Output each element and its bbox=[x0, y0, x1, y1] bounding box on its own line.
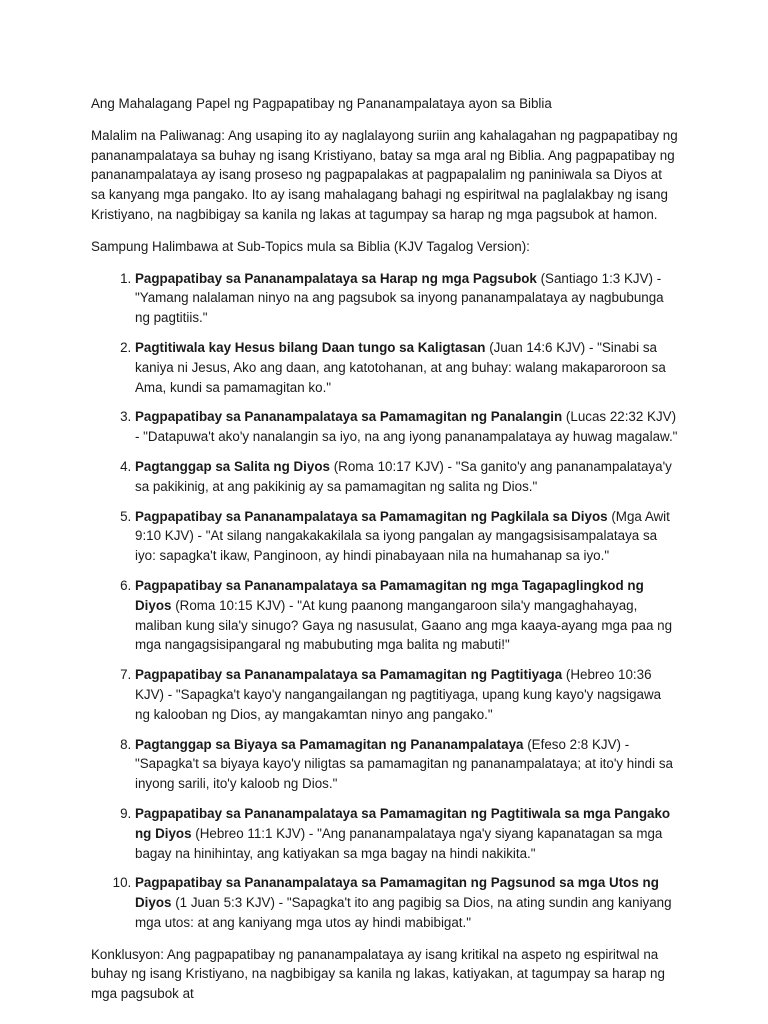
list-item bbox=[135, 269, 678, 328]
item-body: (Santiago 1:3 KJV) - "Yamang nalalaman ninyo na ang pagsubok sa inyong pananampalataya ay nagbubunga ng pagtitiis." bbox=[135, 270, 664, 326]
list-item bbox=[135, 804, 678, 863]
examples-list bbox=[91, 269, 678, 933]
list-item bbox=[135, 576, 678, 655]
item-title: Pagtanggap sa Salita ng Diyos bbox=[135, 458, 330, 474]
document-title: Ang Mahalagang Papel ng Pagpapatibay ng Pananampalataya ayon sa Biblia bbox=[91, 96, 552, 111]
item-title: Pagpapatibay sa Pananampalataya sa Pamamagitan ng Pagkilala sa Diyos bbox=[135, 508, 608, 524]
list-item bbox=[135, 665, 678, 724]
item-body: (Efeso 2:8 KJV) - "Sapagka't sa biyaya kayo'y niligtas sa pamamagitan ng pananampalataya; at ito'y hindi sa inyong sarili, ito'y kaloob ng Dios." bbox=[135, 736, 673, 792]
item-body: (Hebreo 10:36 KJV) - "Sapagka't kayo'y nangangailangan ng pagtitiyaga, upang kung kayo'y nagsigawa ng kalooban ng Dios, ay mangakamtan ninyo ang pangako." bbox=[135, 667, 662, 722]
intro-paragraph: Malalim na Paliwanag: Ang usaping ito ay naglalayong suriin ang kahalagahan ng pagpapatibay ng pananampalataya sa buhay ng isang Kristiyano, batay sa mga aral ng Biblia. Ang pagpapatibay ng pananampalataya ay isang proseso ng pagpapalakas at pagpapalalim ng paniniwala sa Diyos at sa kanyang mga pangako. Ito ay isang mahalagang bahagi ng espiritwal na paglalakbay ng isang Kristiyano, na nagbibigay sa kanila ng lakas at tagumpay sa harap ng mga pagsubok at hamon. bbox=[91, 127, 678, 222]
list-item bbox=[135, 873, 678, 932]
item-body: (Juan 14:6 KJV) - "Sinabi sa kaniya ni Jesus, Ako ang daan, ang katotohanan, at ang buhay: walang makaparoroon sa Ama, kundi sa pamamagitan ko." bbox=[135, 339, 666, 395]
item-body: (Roma 10:15 KJV) - "At kung paanong mangangaroon sila'y mangaghahayag, maliban kung sila'y sinugo? Gaya ng nasusulat, Gaano ang mga kaaya-ayang mga paa ng mga nangagsisipangaral ng mabubuting mga balita ng mabuti!" bbox=[135, 597, 673, 653]
item-body: (Mga Awit 9:10 KJV) - "At silang nangakakakilala sa iyong pangalan ay mangagsisisampalataya sa iyo: sapagka't ikaw, Panginoon, ay hindi pinabayaan nila na humahanap sa iyo." bbox=[135, 508, 670, 564]
list-item bbox=[135, 507, 678, 566]
list-item bbox=[135, 407, 678, 447]
item-title: Pagpapatibay sa Pananampalataya sa Pamamagitan ng Pagtitiwala sa mga Pangako ng Diyos bbox=[135, 805, 671, 841]
item-title: Pagtanggap sa Biyaya sa Pamamagitan ng Pananampalataya bbox=[135, 736, 524, 752]
conclusion-paragraph: Konklusyon: Ang pagpapatibay ng pananampalataya ay isang kritikal na aspeto ng espiritwal na buhay ng isang Kristiyano, na nagbibigay sa kanila ng lakas, katiyakan, at tagumpay sa harap ng mga pagsubok at bbox=[91, 946, 665, 1002]
item-body: (Hebreo 11:1 KJV) - "Ang pananampalataya nga'y siyang kapanatagan sa mga bagay na hinihintay, ang katiyakan sa mga bagay na hindi nakikita." bbox=[135, 825, 663, 861]
item-title: Pagpapatibay sa Pananampalataya sa Pamamagitan ng mga Tagapaglingkod ng Diyos bbox=[135, 577, 644, 613]
item-title: Pagpapatibay sa Pananampalataya sa Pamamagitan ng Panalangin bbox=[135, 409, 563, 425]
list-item bbox=[135, 735, 678, 794]
list-item bbox=[135, 457, 678, 497]
item-body: (Lucas 22:32 KJV) - "Datapuwa't ako'y nanalangin sa iyo, na ang iyong pananampalataya ay huwag magalaw." bbox=[135, 409, 678, 445]
item-title: Pagpapatibay sa Pananampalataya sa Pamamagitan ng Pagtitiyaga bbox=[135, 667, 563, 683]
item-body: (Roma 10:17 KJV) - "Sa ganito'y ang pananampalataya'y sa pakikinig, at ang pakikinig ay sa pamamagitan ng salita ng Dios." bbox=[135, 458, 672, 494]
item-body: (1 Juan 5:3 KJV) - "Sapagka't ito ang pagibig sa Dios, na ating sundin ang kaniyang mga utos: at ang kaniyang mga utos ay hindi mabibigat." bbox=[135, 895, 672, 930]
list-heading: Sampung Halimbawa at Sub-Topics mula sa Biblia (KJV Tagalog Version): bbox=[91, 238, 530, 254]
item-title: Pagtitiwala kay Hesus bilang Daan tungo sa Kaligtasan bbox=[135, 339, 486, 355]
list-item bbox=[135, 338, 678, 397]
item-title: Pagpapatibay sa Pananampalataya sa Pamamagitan ng Pagsunod sa mga Utos ng Diyos bbox=[135, 875, 659, 911]
item-title: Pagpapatibay sa Pananampalataya sa Harap ng mga Pagsubok bbox=[135, 270, 537, 286]
